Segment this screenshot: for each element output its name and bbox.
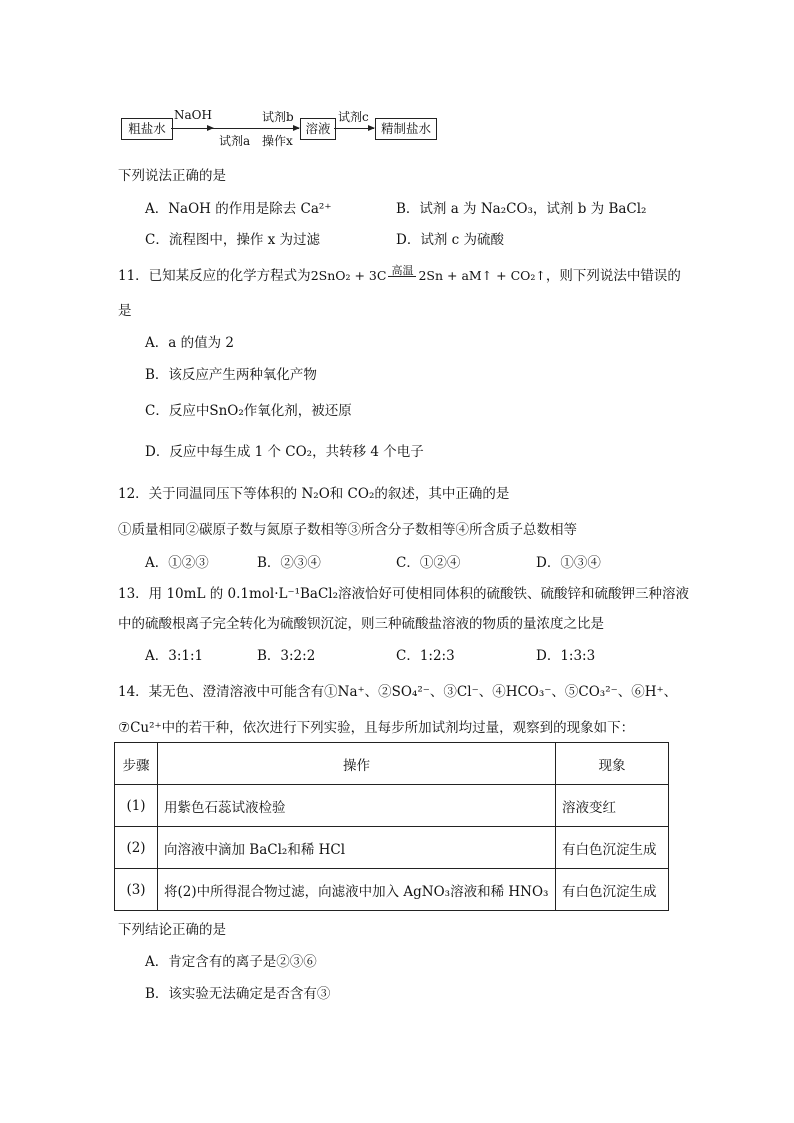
q11-eq-arrow [388,266,416,287]
flow-box-refined-brine: 精制盐水 [375,118,437,140]
q12-items: ①质量相同②碳原子数与氮原子数相等③所含分子数相等④所含质子总数相等 [118,522,577,538]
q11-tail: ，则下列说法中错误的 [545,268,681,284]
q10-option-d: D．试剂 c 为硫酸 [396,232,504,248]
q12-option-d: D．①③④ [536,555,601,571]
q14-option-a: A．肯定含有的离子是②③⑥ [145,954,317,970]
q11-option-d: D．反应中每生成 1 个 CO₂，共转移 4 个电子 [145,444,424,460]
experiment-table [114,742,669,911]
q13-line2: 中的硫酸根离子完全转化为硫酸钡沉淀，则三种硫酸盐溶液的物质的量浓度之比是 [118,616,604,632]
q14-line1: 14．某无色、澄清溶液中可能含有①Na⁺、②SO₄²⁻、③Cl⁻、④HCO₃⁻、⑤CO₃²⁻、⑥H⁺、 [118,684,678,700]
flow-label-reagent-c: 试剂c [338,110,369,124]
table-cell-phenomenon: 有白色沉淀生成 [556,827,669,869]
table-header-operation: 操作 [158,743,556,785]
flow-arrow-1 [171,128,213,129]
flow-label-reagent-b: 试剂b [262,110,294,124]
q10-stem: 下列说法正确的是 [118,168,226,184]
q11-line1 [118,264,681,287]
table-row [115,785,669,827]
q12-stem: 12．关于同温同压下等体积的 N₂O和 CO₂的叙述，其中正确的是 [118,486,510,502]
flow-label-naoh: NaOH [174,108,212,122]
table-cell-phenomenon: 有白色沉淀生成 [556,869,669,911]
q12-option-a: A．①②③ [145,555,209,571]
table-cell-operation: 将(2)中所得混合物过滤，向滤液中加入 AgNO₃溶液和稀 HNO₃ [158,869,556,911]
table-cell-operation: 用紫色石蕊试液检验 [158,785,556,827]
q10-option-c: C．流程图中，操作 x 为过滤 [145,232,321,248]
q11-option-a: A．a 的值为 2 [145,335,234,351]
flow-arrow-3 [334,128,374,129]
table-header-step: 步骤 [115,743,158,785]
table-header-row [115,743,669,785]
q13-option-a: A．3:1:1 [145,648,204,664]
q11-eq-condition: 高温 [388,266,416,277]
q11-option-b: B．该反应产生两种氧化产物 [145,367,317,383]
q10-option-a: A．NaOH 的作用是除去 Ca²⁺ [145,201,332,217]
q12-option-b: B．②③④ [257,555,321,571]
q11-eq-left: 2SnO₂ + 3C [310,268,387,283]
q14-stem: 下列结论正确的是 [118,922,226,938]
table-row [115,869,669,911]
q11-eq-right: 2Sn + aM↑ + CO₂↑ [418,268,546,283]
table-cell-step: (3) [115,869,158,911]
flow-label-operation-x: 操作x [262,134,293,148]
q10-option-b: B．试剂 a 为 Na₂CO₃，试剂 b 为 BaCl₂ [396,201,647,217]
q14-line2: ⑦Cu²⁺中的若干种，依次进行下列实验，且每步所加试剂均过量，观察到的现象如下： [118,720,635,736]
table-cell-step: (1) [115,785,158,827]
flow-box-crude-brine: 粗盐水 [121,118,173,140]
flow-box-solution: 溶液 [300,118,336,140]
table-header-phenomenon: 现象 [556,743,669,785]
q11-option-c: C．反应中SnO₂作氧化剂，被还原 [145,403,352,419]
table-cell-phenomenon: 溶液变红 [556,785,669,827]
flow-arrow-2 [213,128,299,129]
q12-option-c: C．①②④ [396,555,461,571]
table-row [115,827,669,869]
q13-option-d: D．1:3:3 [536,648,596,664]
table-cell-step: (2) [115,827,158,869]
q13-option-c: C．1:2:3 [396,648,455,664]
q11-lead: 11．已知某反应的化学方程式为 [118,268,311,284]
table-cell-operation: 向溶液中滴加 BaCl₂和稀 HCl [158,827,556,869]
q14-option-b: B．该实验无法确定是否含有③ [145,986,331,1002]
flow-label-reagent-a: 试剂a [219,134,251,148]
q11-stem2: 是 [118,303,132,319]
q13-option-b: B．3:2:2 [257,648,316,664]
q13-line1: 13．用 10mL 的 0.1mol·L⁻¹BaCl₂溶液恰好可使相同体积的硫酸铁、硫酸锌和硫酸钾三种溶液 [118,586,690,602]
